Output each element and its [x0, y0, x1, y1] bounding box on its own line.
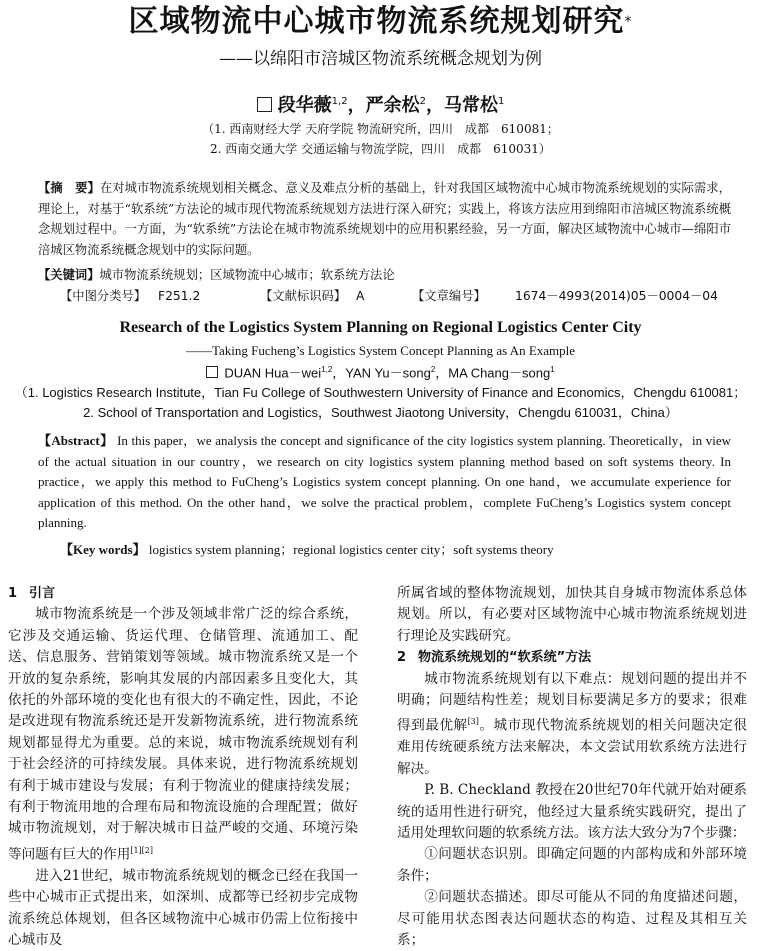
abstract-cn [38, 178, 731, 260]
en-author-2: YAN Yu－song [345, 365, 431, 381]
abstract-en [38, 431, 731, 534]
affiliation-1: （1. 西南财经大学 天府学院 物流研究所，四川 成都 610081； [202, 122, 559, 136]
en-author-3-affil: 1 [550, 365, 555, 374]
paragraph-4 [397, 669, 747, 781]
english-subtitle: ——Taking Fucheng’s Logistics System Concept Planning as An Example [185, 343, 576, 358]
en-author-3: MA Chang－song [448, 365, 551, 381]
en-author-1: DUAN Hua－wei [224, 365, 322, 381]
author-2-affil: 2 [419, 96, 426, 107]
paragraph-4-citation: [3] [467, 717, 479, 727]
author-line: 段华薇$^{1,2}$，严余松$^2$，马常松$^1$ [0, 90, 761, 118]
keywords-cn-text: 城市物流系统规划；区域物流中心城市；软系统方法论 [99, 268, 395, 282]
paragraph-1-text: 城市物流系统是一个涉及领域非常广泛的综合系统，它涉及交通运输、货运代理、仓储管理、流通加工、配送、信息服务、营销策划等领域。城市物流系统又是一个开放的复杂系统，影响其发展的内部因素多且变化大，其依托的外部环境的变化也有很大的不确定性，因此，不论是改进现有物流系统还是开发新物流系统，进行物流系统规划都显得尤为重要。总的来说，城市物流系统规划有利于社会经济的可持续发展。具体来说，进行物流系统规划有利于城市建设与发展；有利于物流业的健康持续发展；有利于物流用地的合理布局和物流设施的合理配置；做好城市物流规划，对于解决城市日益严峻的交通、环境污染等问题有巨大的作用 [8, 606, 358, 863]
clc-label: 【中图分类号】 [60, 289, 147, 303]
keywords-en [60, 541, 740, 559]
doc-code-label: 【文献标识码】 [260, 289, 347, 303]
paragraph-4-tail: 。城市现代物流系统规划的相关问题决定很难用传统硬系统方法来解决，本文尝试用软系统方法进行解决。 [397, 717, 748, 777]
english-affiliation-1: （1. Logistics Research Institute，Tian Fu College of Southwestern University of Finance and Economics，Chengdu 610081； [14, 385, 747, 400]
author-3-affil: 1 [497, 96, 505, 107]
keywords-cn-label: 【关键词】 [38, 267, 100, 282]
section-2-number: 2 [397, 650, 407, 666]
doc-code-value: A [356, 289, 365, 303]
body-column-right [397, 583, 747, 951]
title-footnote-mark: * [624, 14, 633, 30]
english-affiliation-2: 2. School of Transportation and Logistics，Southwest Jiaotong University，Chengdu 610031，China） [83, 405, 678, 420]
section-1-title: 引言 [29, 586, 56, 601]
author-1: 段华薇 [277, 95, 332, 116]
affiliation-2: 2. 西南交通大学 交通运输与物流学院，四川 成都 610031） [210, 142, 551, 156]
paragraph-7: ②问题状态描述。即尽可能从不同的角度描述问题，尽可能用状态图表达问题状态的构造、过程及其相互关系； [397, 889, 747, 949]
keywords-en-label: 【Key words】 [60, 542, 146, 557]
paragraph-4-text: 城市物流系统规划有以下难点：规划问题的提出并不明确；问题结构性差；规划目标要满足多方的要求；很难得到最优解 [397, 670, 747, 734]
author-1-affil: 1,2 [331, 96, 348, 107]
english-author-box-icon [206, 366, 218, 378]
paragraph-5: P. B. Checkland 教授在20世纪70年代就开始对硬系统的适用性进行研究，他经过大量系统实践研究，提出了适用处理软问题的软系统方法。该方法大致分为7个步骤： [397, 782, 747, 841]
title-text: 区域物流中心城市物流系统规划研究 [128, 4, 625, 39]
section-2-title: 物流系统规划的“软系统”方法 [418, 650, 592, 666]
abstract-cn-label: 【摘 要】 [38, 180, 100, 195]
section-1-number: 1 [8, 586, 18, 601]
paragraph-6: ①问题状态识别。即确定问题的内部构成和外部环境条件； [397, 846, 747, 884]
paper-title [0, 4, 761, 40]
paragraph-1-citation: [1][2] [130, 845, 154, 855]
english-title: Research of the Logistics System Planning on Regional Logistics Center City [119, 319, 642, 336]
paragraph-3: 所属省域的整体物流规划，加快其自身城市物流体系总体规划。所以，有必要对区域物流中心城市物流系统规划进行理论及实践研究。 [397, 585, 747, 644]
article-no-value: 1674－4993(2014)05－0004－04 [515, 289, 718, 303]
keywords-en-text: logistics system planning；regional logistics center city；soft systems theory [145, 542, 554, 557]
en-author-2-affil: 2 [430, 365, 436, 374]
abstract-cn-text: 在对城市物流系统规划相关概念、意义及难点分析的基础上，针对我国区域物流中心城市物流系统规划的实际需求，理论上，对基于“软系统”方法论的城市现代物流系统规划方法进行深入研究；实践上，将该方法应用到绵阳市涪城区物流系统概念规划过程中。一方面，为“软系统”方法论在城市物流系统规划中的应用积累经验，另一方面，解决区域物流中心城市—绵阳市涪城区物流系统概念规划中的实际问题。 [38, 181, 731, 257]
en-author-1-affil: 1,2 [321, 365, 333, 374]
paragraph-2: 进入21世纪，城市物流系统规划的概念已经在我国一些中心城市正式提出来，如深圳、成都等已经初步完成物流系统总体规划，但各区域物流中心城市仍需上位衔接中心城市及 [8, 867, 358, 949]
english-author-line: DUAN Hua－wei$^{1,2}$，YAN Yu－song$^2$，MA Chang－song$^1$ [0, 361, 761, 382]
author-box-icon [257, 97, 272, 112]
section-1-heading [8, 583, 358, 604]
paragraph-1 [8, 604, 358, 865]
author-2: 严余松 [365, 95, 420, 116]
keywords-cn [38, 265, 738, 285]
section-2-heading [397, 647, 747, 668]
paper-subtitle: ——以绵阳市涪城区物流系统概念规划为例 [219, 49, 542, 69]
article-no-label: 【文章编号】 [412, 289, 486, 303]
abstract-en-label: 【Abstract】 [38, 433, 114, 448]
clc-value: F251.2 [158, 289, 201, 303]
body-column-left [8, 583, 358, 951]
author-3: 马常松 [443, 95, 498, 116]
abstract-en-text: In this paper，we analysis the concept and significance of the city logistics system planning. Theoretically，in view of the actual situation in our country，we research on city logistics system planning method based on soft systems theory. In practice，we apply this method to FuCheng’s Logistics system concept planning. On one hand，we accumulate experience for application of this method. On the other hand，we solve the practical problem，complete FuCheng’s Logistics system concept planning. [38, 433, 731, 530]
